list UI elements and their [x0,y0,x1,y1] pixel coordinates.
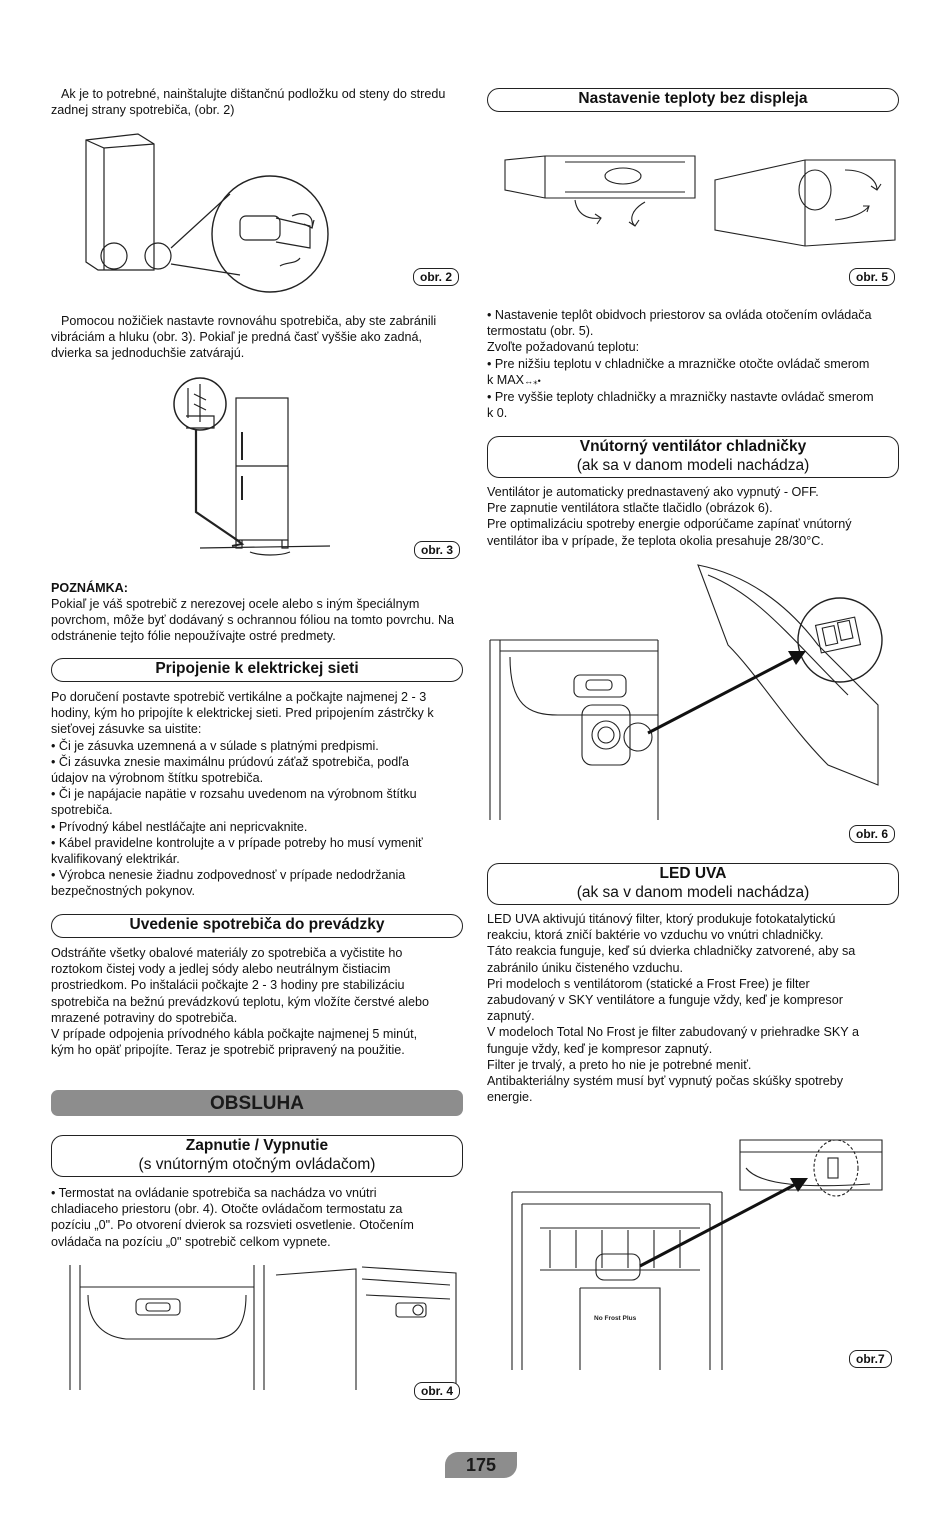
text-line: spotrebiča na bežnú prevádzkovú teplotu, kým vložíte čerstvé alebo [51,994,430,1009]
section-header-temperature [487,88,899,112]
text-line: zapnutý. [487,1009,535,1024]
section-header-startup [51,914,463,938]
section-header-onoff [51,1135,463,1177]
text-line: V modeloch Total No Frost je filter zabudovaný v priehradke SKY a [487,1025,859,1040]
text-line: termostatu (obr. 5). [487,324,594,339]
text-line: zabránilo úniku čisteného vzduchu. [487,960,684,975]
text-line: • Pre nižšiu teplotu v chladničke a mrazničke otočte ovládač smerom [487,356,870,371]
text-line: • Kábel pravidelne kontrolujte a v prípade potreby ho musí vymeniť [51,835,423,850]
text-line: chladiaceho priestoru (obr. 4). Otočte ovládačom termostatu za [51,1202,403,1217]
figure-4-illustration [66,1265,466,1390]
figure-7-illustration [510,1138,885,1370]
text-line: • Pre vyššie teploty chladničky a mrazničky nastavte ovládač smerom [487,390,874,405]
text-line: • Či je napájacie napätie v rozsahu uvedenom na výrobnom štítku [51,787,417,802]
text-line: LED UVA aktivujú titánový filter, ktorý produkuje fotokatalytickú [487,912,836,926]
figure-6-illustration [488,565,888,820]
text-line: Filter je trvalý, a preto ho nie je potrebné meniť. [487,1057,752,1072]
section-title-electrical: Pripojenie k elektrickej sieti [155,660,359,677]
text-line: • Výrobca nenesie žiadnu zodpovednosť v prípade nedodržania [51,868,406,883]
figure-2-illustration [80,130,360,280]
temperature-text [487,307,907,421]
figure-2-label: obr. 2 [413,268,459,286]
text-line: mrazené potraviny do spotrebiča. [51,1010,238,1025]
text-line: ventilátor iba v prípade, že teplota okolia presahuje 28/30°C. [487,533,824,548]
text-line: bezpečnostných pokynov. [51,884,195,899]
section-title-led-uva: LED UVA [659,865,727,882]
section-title-onoff: Zapnutie / Vypnutie [185,1137,329,1154]
text-line: prostriedkom. Po inštalácii počkajte 2 - 3 hodiny pre stabilizáciu [51,978,405,993]
text-line: Pri modeloch s ventilátorom (statické a Frost Free) je filter [487,976,810,991]
text-line: Ventilátor je automaticky prednastavený ako vypnutý - OFF. [487,485,819,499]
text-line: pozíciu „0". Po otvorení dvierok sa rozsvieti osvetlenie. Otočením [51,1218,414,1233]
text-line: zabudovaný v SKY ventilátore a funguje vždy, keď je kompresor [487,993,843,1008]
section-title-fan: Vnútorný ventilátor chladničky [579,438,807,455]
section-header-led-uva [487,863,899,905]
section-title-temperature: Nastavenie teploty bez displeja [578,90,808,107]
figure-3-label: obr. 3 [414,541,460,559]
text-line: • Či je zásuvka uzemnená a v súlade s platnými predpismi. [51,738,379,753]
figure-6-label: obr. 6 [849,825,895,843]
page-number: 175 [445,1452,517,1478]
text-line: kým ho opäť pripojíte. Teraz je spotrebič pripravený na použitie. [51,1043,405,1058]
onoff-text [51,1185,471,1250]
text-line: Po doručení postavte spotrebič vertikálne a počkajte najmenej 2 - 3 [51,690,427,704]
figure-5-illustration [505,150,895,265]
text-line: • Prívodný kábel nestláčajte ani nepricvaknite. [51,819,308,834]
text-line: sieťovej zásuvke sa uistite: [51,722,202,737]
figure-7-label: obr.7 [849,1350,892,1368]
section-subtitle-onoff: (s vnútorným otočným ovládačom) [138,1156,376,1173]
startup-text [51,945,471,1058]
text-line: Zvoľte požadovanú teplotu: [487,340,640,355]
text-line: Táto reakcia funguje, keď sú dvierka chladničky zatvorené, aby sa [487,944,856,959]
section-header-electrical [51,658,463,682]
text-line [487,372,907,389]
text-line: funguje vždy, keď je kompresor zapnutý. [487,1041,713,1056]
section-banner-operation: OBSLUHA [51,1090,463,1116]
text-line: Antibakteriálny systém musí byť vypnutý počas skúšky spotreby [487,1074,844,1089]
text-line: k 0. [487,406,508,421]
figure-3-illustration [170,372,340,557]
snowflake-max-icon: ↔⁎• [524,375,541,386]
electrical-text [51,689,471,900]
note-title: POZNÁMKA: [51,581,128,595]
figure-5-label: obr. 5 [849,268,895,286]
figure-7-panel-text: No Frost Plus [594,1315,637,1322]
text-line: • Termostat na ovládanie spotrebiča sa nachádza vo vnútri [51,1186,377,1200]
text-fragment: k MAX [487,372,525,387]
text-line: V prípade odpojenia prívodného kábla počkajte najmenej 5 minút, [51,1027,418,1042]
text-line: Pre zapnutie ventilátora stlačte tlačidlo (obrázok 6). [487,501,773,516]
text-line: • Či zásuvka znesie maximálnu prúdovú záťaž spotrebiča, podľa [51,754,409,769]
section-title-startup: Uvedenie spotrebiča do prevádzky [129,916,385,933]
text-line: • Nastavenie teplôt obidvoch priestorov sa ovláda otočením ovládača [487,308,872,322]
text-line: kvalifikovaný elektrikár. [51,852,180,867]
text-line: hodiny, kým ho pripojíte k elektrickej sieti. Pred pripojením zástrčky k [51,706,434,721]
note-text: Pokiaľ je váš spotrebič z nerezovej ocele alebo s iným špeciálnym povrchom, môže byť dodávaný s ochrannou fóliou na tomto povrchu. Na odstránenie tejto fólie nepoužívajte ostré predmety. [51,597,455,644]
section-header-fan [487,436,899,478]
figure-4-label: obr. 4 [414,1382,460,1400]
text-line: reakciu, ktorá zničí baktérie vo vzduchu vo vnútri chladničky. [487,928,824,943]
intro-paragraph-2: Pomocou nožičiek nastavte rovnováhu spotrebiča, aby ste zabránili vibráciám a hluku (obr. 3). Pokiaľ je predná časť vyššie ako zadná, dvierka sa jednoduchšie zatvárajú. [51,314,437,361]
text-line: údajov na výrobnom štítku spotrebiča. [51,771,264,786]
intro-paragraph-1: Ak je to potrebné, nainštalujte dištančnú podložku od steny do stredu zadnej strany spotrebiča, (obr. 2) [51,87,446,118]
section-subtitle-led-uva: (ak sa v danom modeli nachádza) [576,884,810,901]
text-line: Odstráňte všetky obalové materiály zo spotrebiča a vyčistite ho [51,946,403,960]
text-line: spotrebiča. [51,803,113,818]
text-line: roztokom čistej vody a jedlej sódy alebo neutrálnym čistiacim [51,962,391,977]
text-line: ovládača na pozíciu „0" spotrebič celkom vypnete. [51,1234,331,1249]
text-line: energie. [487,1090,533,1105]
text-line: Pre optimalizáciu spotreby energie odporúčame zapínať vnútorný [487,517,852,532]
section-subtitle-fan: (ak sa v danom modeli nachádza) [576,457,810,474]
led-uva-text [487,911,907,1105]
fan-text [487,484,907,549]
